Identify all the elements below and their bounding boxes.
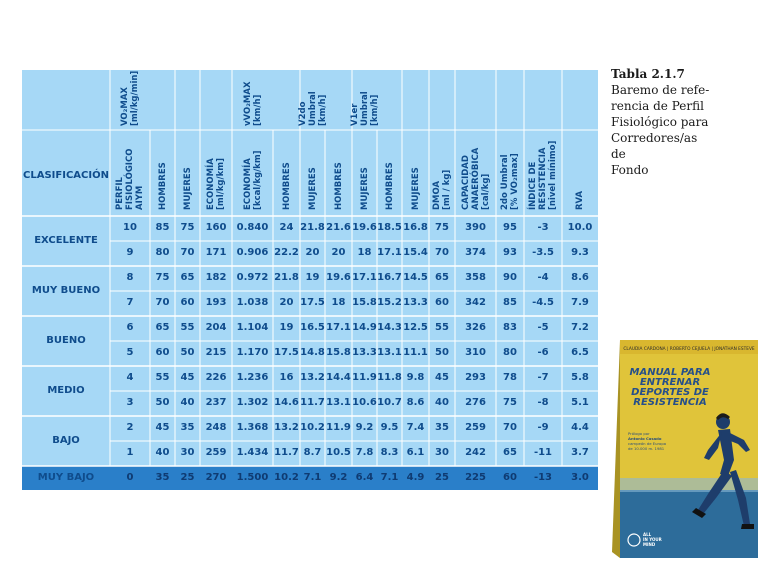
category-label: EXCELENTE bbox=[34, 235, 98, 246]
table-cell: 6 bbox=[126, 322, 134, 333]
table-cell: 0.972 bbox=[236, 272, 269, 283]
table-cell: 15.4 bbox=[403, 247, 428, 258]
table-cell: 13.1 bbox=[326, 397, 351, 408]
table-cell: -8 bbox=[537, 397, 549, 408]
table-cell: 16 bbox=[279, 372, 294, 383]
table-cell: 55 bbox=[155, 372, 170, 383]
column-header: 2do Umbral [% VO₂max] bbox=[500, 153, 520, 210]
table-cell: 215 bbox=[205, 347, 227, 358]
table-cell: 45 bbox=[180, 372, 195, 383]
table-cell: 35 bbox=[155, 472, 170, 483]
table-cell: 45 bbox=[435, 372, 449, 383]
table-cell: 90 bbox=[503, 272, 517, 283]
table-cell: 15.8 bbox=[326, 347, 351, 358]
table-cell: 4.9 bbox=[406, 472, 425, 483]
table-cell: 1.104 bbox=[236, 322, 269, 333]
table-cell: 8.3 bbox=[380, 447, 399, 458]
table-cell: 9 bbox=[126, 247, 134, 258]
table-cell: 4 bbox=[126, 372, 134, 383]
table-cell: 17.5 bbox=[274, 347, 299, 358]
table-cell: 45 bbox=[155, 422, 170, 433]
table-cell: 50 bbox=[180, 347, 195, 358]
book-foreword-line: campeón de Europa bbox=[628, 441, 667, 446]
table-cell: 17.5 bbox=[300, 297, 325, 308]
book-foreword-line: de 10.000 m. 1981 bbox=[628, 446, 665, 451]
table-cell: 75 bbox=[503, 397, 517, 408]
table-cell: 19.6 bbox=[326, 272, 351, 283]
table-cell: 70 bbox=[180, 247, 195, 258]
table-cell: 35 bbox=[435, 422, 449, 433]
table-cell: 16.8 bbox=[403, 222, 428, 233]
table-cell: 21.8 bbox=[300, 222, 325, 233]
table-cell: 12.5 bbox=[403, 322, 428, 333]
table-cell: 6.1 bbox=[406, 447, 425, 458]
table-cell: 11.1 bbox=[403, 347, 428, 358]
table-cell: 14.8 bbox=[300, 347, 325, 358]
table-cell: 55 bbox=[435, 322, 449, 333]
table-cell: 160 bbox=[205, 222, 227, 233]
category-label: BUENO bbox=[46, 335, 86, 346]
column-header: DMOA [ml / kg] bbox=[432, 169, 452, 210]
caption-line: Fondo bbox=[611, 163, 649, 177]
table-cell: 9.8 bbox=[406, 372, 425, 383]
table-cell: 1.170 bbox=[236, 347, 269, 358]
table-cell: 7.2 bbox=[571, 322, 589, 333]
table-cell: 390 bbox=[465, 222, 486, 233]
table-cell: 16.5 bbox=[300, 322, 325, 333]
column-header: HOMBRES bbox=[157, 162, 168, 210]
table-cell: 65 bbox=[435, 272, 449, 283]
table-cell: 10.7 bbox=[377, 397, 402, 408]
caption-line: Corredores/as de bbox=[611, 131, 698, 161]
table-cell: 7 bbox=[126, 297, 134, 308]
table-cell: 342 bbox=[465, 297, 486, 308]
table-cell: 70 bbox=[503, 422, 517, 433]
table-cell: 5 bbox=[126, 347, 134, 358]
table-cell: 11.9 bbox=[326, 422, 351, 433]
table-cell: 65 bbox=[180, 272, 195, 283]
column-header: HOMBRES bbox=[333, 162, 344, 210]
table-cell: 80 bbox=[503, 347, 517, 358]
table-cell: 5.8 bbox=[571, 372, 589, 383]
table-cell: 1.368 bbox=[236, 422, 269, 433]
table-cell: 20 bbox=[305, 247, 320, 258]
book-authors: CLAUDIA CARDONA | ROBERTO CEJUELA | JONATHAN ESTEVE bbox=[623, 347, 755, 352]
table-cell: 270 bbox=[205, 472, 227, 483]
table-cell: 4.4 bbox=[571, 422, 589, 433]
table-cell: 9.5 bbox=[380, 422, 399, 433]
table-cell: 35 bbox=[180, 422, 195, 433]
table-cell: 8 bbox=[126, 272, 134, 283]
table-cell: 326 bbox=[465, 322, 486, 333]
table-cell: 10 bbox=[123, 222, 137, 233]
table-cell: 8.6 bbox=[571, 272, 589, 283]
table-cell: 193 bbox=[205, 297, 227, 308]
table-cell: 20 bbox=[331, 247, 346, 258]
table-cell: 17.1 bbox=[326, 322, 351, 333]
column-header: RVA bbox=[575, 190, 585, 210]
caption-number: Tabla 2.1.7 bbox=[611, 67, 685, 81]
table-cell: 18 bbox=[331, 297, 346, 308]
table-cell: 1.038 bbox=[236, 297, 269, 308]
table-cell: 182 bbox=[205, 272, 227, 283]
table-cell: -5 bbox=[537, 322, 549, 333]
table-cell: 15.2 bbox=[377, 297, 402, 308]
column-header: CAPACIDAD ANAERÓBICA [cal/kg] bbox=[460, 147, 491, 210]
table-cell: 11.7 bbox=[300, 397, 325, 408]
table-cell: -4 bbox=[537, 272, 549, 283]
table-cell: 7.1 bbox=[303, 472, 322, 483]
table-cell: 1.302 bbox=[236, 397, 269, 408]
table-cell: 65 bbox=[155, 322, 170, 333]
table-cell: 374 bbox=[465, 247, 486, 258]
table-cell: 7.8 bbox=[355, 447, 374, 458]
table-cell: 5.1 bbox=[571, 397, 589, 408]
table-cell: 242 bbox=[465, 447, 486, 458]
table-cell: 93 bbox=[503, 247, 517, 258]
table-cell: 22.2 bbox=[274, 247, 299, 258]
table-cell: 24 bbox=[279, 222, 294, 233]
table-cell: -7 bbox=[537, 372, 549, 383]
table-cell: 10.0 bbox=[567, 222, 593, 233]
group-header: V1er Umbral [km/h] bbox=[349, 91, 380, 126]
table-cell: 13.3 bbox=[352, 347, 377, 358]
table-cell: 78 bbox=[503, 372, 517, 383]
table-cell: 83 bbox=[503, 322, 517, 333]
table-cell: 25 bbox=[180, 472, 195, 483]
table-cell: 10.6 bbox=[352, 397, 377, 408]
table-cell: 204 bbox=[205, 322, 227, 333]
table-cell: 6.5 bbox=[571, 347, 589, 358]
category-label: MEDIO bbox=[47, 385, 85, 396]
table-cell: 14.9 bbox=[352, 322, 377, 333]
table-cell: 248 bbox=[205, 422, 227, 433]
table-cell: 7.1 bbox=[380, 472, 399, 483]
table-cell: 0.840 bbox=[236, 222, 269, 233]
caption-line: rencia de Perfil bbox=[611, 99, 704, 113]
column-header: ECONOMÍA [ml/kg/km] bbox=[206, 158, 226, 210]
column-header: MUJERES bbox=[182, 167, 193, 210]
table-cell: 237 bbox=[205, 397, 227, 408]
table-cell: 7.4 bbox=[406, 422, 425, 433]
book-cover bbox=[612, 340, 760, 558]
book-foreword-line: Antonio Casado bbox=[628, 436, 662, 441]
column-header: MUJERES bbox=[359, 167, 370, 210]
publisher-text: IN YOUR bbox=[643, 537, 662, 542]
table-cell: 10.2 bbox=[274, 472, 299, 483]
table-cell: 10.2 bbox=[300, 422, 325, 433]
table-cell: 17.1 bbox=[352, 272, 377, 283]
caption-line: Baremo de refe- bbox=[611, 83, 710, 97]
group-header: V2do Umbral [km/h] bbox=[297, 91, 328, 126]
table-cell: 70 bbox=[155, 297, 170, 308]
table-cell: 8.7 bbox=[303, 447, 322, 458]
table-cell: 75 bbox=[155, 272, 170, 283]
table-cell: 19 bbox=[279, 322, 294, 333]
table-cell: 60 bbox=[435, 297, 449, 308]
table-cell: 13.2 bbox=[300, 372, 325, 383]
table-cell: 65 bbox=[503, 447, 517, 458]
table-cell: 259 bbox=[465, 422, 486, 433]
table-cell: 7.9 bbox=[571, 297, 589, 308]
table-cell: 358 bbox=[465, 272, 486, 283]
table-cell: 1 bbox=[126, 447, 134, 458]
table-cell: 14.5 bbox=[403, 272, 428, 283]
publisher-text: ALL bbox=[643, 532, 652, 537]
table-cell: 17.1 bbox=[377, 247, 402, 258]
table-cell: 21.8 bbox=[274, 272, 299, 283]
table-cell: 30 bbox=[435, 447, 449, 458]
table-cell: 9.3 bbox=[571, 247, 589, 258]
table-cell: 259 bbox=[205, 447, 227, 458]
column-header: HOMBRES bbox=[384, 162, 395, 210]
table-cell: 3.7 bbox=[571, 447, 589, 458]
table-cell: 0 bbox=[126, 472, 134, 483]
table-cell: 3 bbox=[126, 397, 134, 408]
table-cell: 40 bbox=[155, 447, 170, 458]
table-cell: 225 bbox=[465, 472, 486, 483]
table-cell: 6.4 bbox=[355, 472, 374, 483]
table-cell: 16.7 bbox=[377, 272, 402, 283]
table-cell: -6 bbox=[537, 347, 549, 358]
group-header: VO₂MAX [ml/kg/min] bbox=[120, 70, 140, 126]
table-cell: 19 bbox=[305, 272, 320, 283]
table-cell: 0.906 bbox=[236, 247, 269, 258]
table-cell: 50 bbox=[155, 397, 170, 408]
table-cell: 13.1 bbox=[377, 347, 402, 358]
table-cell: 19.6 bbox=[352, 222, 377, 233]
table-cell: 50 bbox=[435, 347, 449, 358]
table-cell: 75 bbox=[435, 222, 449, 233]
group-header: vVO₂MAX [km/h] bbox=[242, 81, 263, 126]
column-header: HOMBRES bbox=[281, 162, 292, 210]
table-cell: 11.9 bbox=[352, 372, 377, 383]
table-cell: 40 bbox=[435, 397, 449, 408]
table-cell: -4.5 bbox=[532, 297, 554, 308]
category-label: MUY BAJO bbox=[37, 472, 95, 483]
column-header: MUJERES bbox=[307, 167, 318, 210]
table-cell: 1.500 bbox=[236, 472, 269, 483]
table-cell: 75 bbox=[180, 222, 195, 233]
table-cell: 30 bbox=[180, 447, 195, 458]
table-cell: -3.5 bbox=[532, 247, 554, 258]
table-cell: 55 bbox=[180, 322, 195, 333]
table-cell: 11.7 bbox=[274, 447, 299, 458]
book-title-line: ENTRENAR bbox=[639, 377, 701, 388]
book-title-line: DEPORTES DE bbox=[631, 387, 709, 398]
table-cell: 14.6 bbox=[274, 397, 299, 408]
table-cell: 1.236 bbox=[236, 372, 269, 383]
table-cell: 18 bbox=[357, 247, 372, 258]
table-cell: 171 bbox=[205, 247, 227, 258]
category-label: MUY BUENO bbox=[31, 285, 101, 296]
table-cell: 20 bbox=[279, 297, 294, 308]
table-cell: 18.5 bbox=[377, 222, 402, 233]
table-cell: 60 bbox=[180, 297, 195, 308]
table-cell: 8.6 bbox=[406, 397, 425, 408]
table-cell: 40 bbox=[180, 397, 195, 408]
table-caption bbox=[611, 66, 711, 178]
column-header: MUJERES bbox=[410, 167, 421, 210]
table-cell: -3 bbox=[537, 222, 549, 233]
table-cell: 293 bbox=[465, 372, 486, 383]
table-cell: 3.0 bbox=[571, 472, 589, 483]
table-cell: 10.5 bbox=[326, 447, 351, 458]
publisher-text: MIND bbox=[643, 542, 656, 547]
book-title-line: RESISTENCIA bbox=[633, 397, 707, 408]
table-cell: 15.8 bbox=[352, 297, 377, 308]
table-cell: 9.2 bbox=[329, 472, 348, 483]
table-cell: 21.6 bbox=[326, 222, 351, 233]
table-cell: 70 bbox=[435, 247, 449, 258]
table-cell: 25 bbox=[435, 472, 449, 483]
classification-header: CLASIFICACIÓN bbox=[23, 170, 109, 181]
table-cell: -13 bbox=[533, 472, 553, 483]
category-label: BAJO bbox=[52, 435, 80, 446]
baremo-table bbox=[22, 70, 598, 490]
table-cell: 9.2 bbox=[355, 422, 374, 433]
table-cell: 1.434 bbox=[236, 447, 269, 458]
table-cell: -9 bbox=[537, 422, 549, 433]
table-cell: 85 bbox=[155, 222, 170, 233]
table-cell: 14.4 bbox=[326, 372, 351, 383]
table-cell: 60 bbox=[503, 472, 517, 483]
column-header: PERFIL FISIOLÓGICO AIYM bbox=[115, 148, 145, 210]
table-cell: 13.3 bbox=[403, 297, 428, 308]
table-cell: 226 bbox=[205, 372, 227, 383]
table-cell: -11 bbox=[533, 447, 553, 458]
table-cell: 95 bbox=[503, 222, 517, 233]
table-cell: 13.2 bbox=[274, 422, 299, 433]
table-cell: 11.8 bbox=[377, 372, 402, 383]
column-header: ECONOMÍA [kcal/kg/km] bbox=[242, 150, 263, 210]
table-cell: 14.3 bbox=[377, 322, 402, 333]
table-cell: 85 bbox=[503, 297, 517, 308]
book-foreword-line: Prólogo por bbox=[628, 431, 650, 436]
caption-line: Fisiológico para bbox=[611, 115, 709, 129]
book-title-line: MANUAL PARA bbox=[629, 367, 711, 378]
table-cell: 60 bbox=[155, 347, 170, 358]
column-header: ÍNDICE DE RESISTENCIA [nivel mínimo] bbox=[528, 140, 558, 210]
table-cell: 80 bbox=[155, 247, 170, 258]
table-cell: 2 bbox=[126, 422, 134, 433]
table-cell: 310 bbox=[465, 347, 486, 358]
table-cell: 276 bbox=[465, 397, 486, 408]
